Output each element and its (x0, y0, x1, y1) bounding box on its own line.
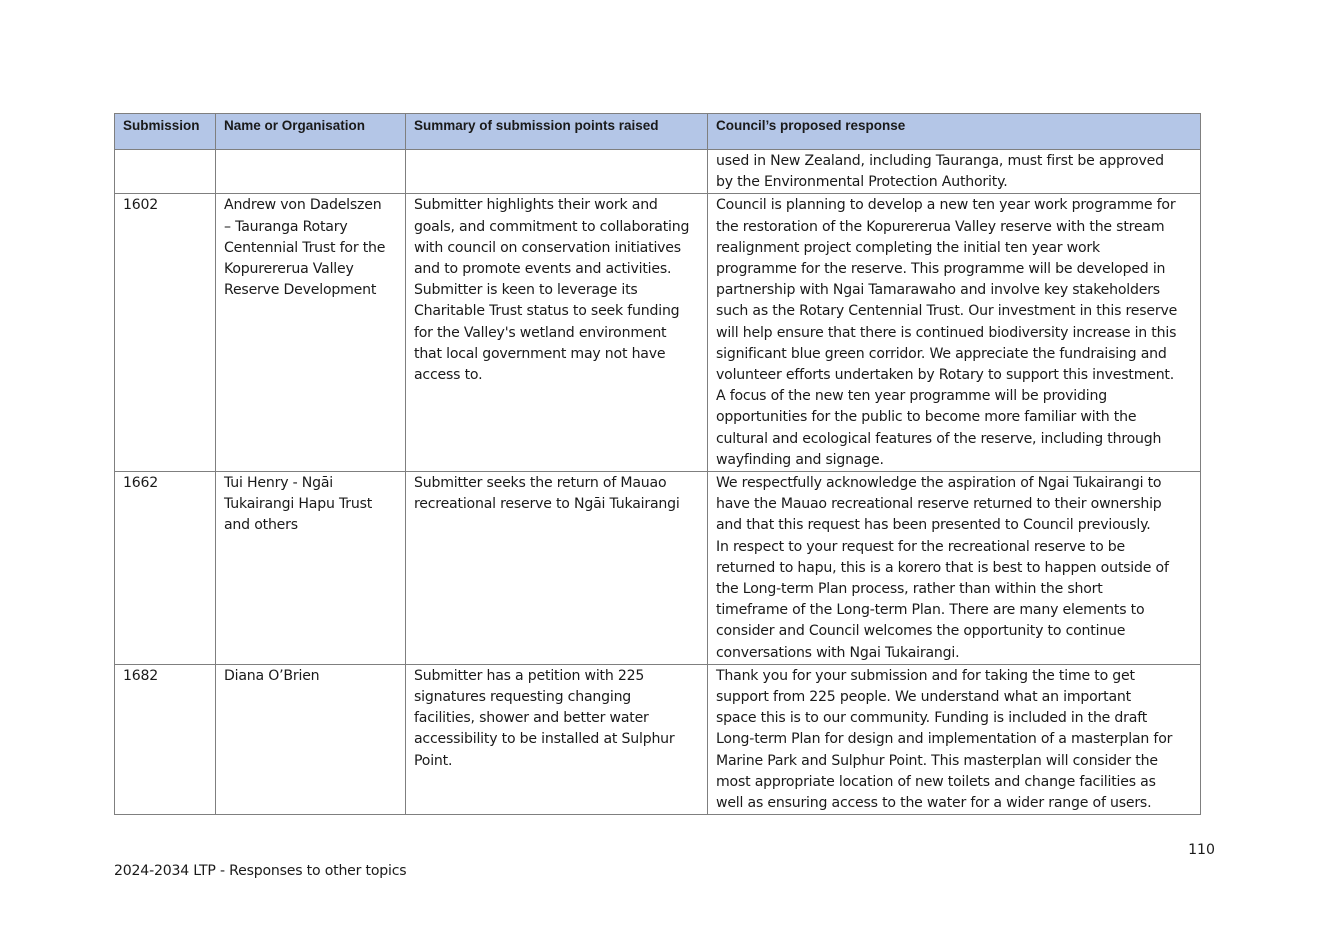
cell-text-line: access to. (414, 367, 483, 384)
cell-text-line: A focus of the new ten year programme will be providing (716, 388, 1107, 405)
header-council-response: Council’s proposed response (708, 114, 1201, 150)
cell-text-line: accessibility to be installed at Sulphur (414, 731, 675, 748)
cell-text-line: opportunities for the public to become more familiar with the (716, 409, 1137, 426)
cell-council-response (708, 664, 1201, 814)
cell-text-line: and others (224, 517, 298, 534)
cell-submission (115, 150, 216, 194)
header-summary: Summary of submission points raised (406, 114, 708, 150)
cell-name-or-organisation (216, 664, 406, 814)
cell-name-or-organisation (216, 194, 406, 472)
cell-text-line: consider and Council welcomes the opportunity to continue (716, 623, 1126, 640)
cell-text-line: facilities, shower and better water (414, 710, 649, 727)
cell-text-line: have the Mauao recreational reserve returned to their ownership (716, 496, 1162, 513)
cell-text-line: Reserve Development (224, 282, 377, 299)
cell-text-line: and to promote events and activities. (414, 261, 672, 278)
cell-text-line: Tui Henry - Ngāi (224, 475, 334, 492)
cell-text-line: partnership with Ngai Tamarawaho and involve key stakeholders (716, 282, 1160, 299)
table-row (115, 472, 1201, 665)
cell-text-line: Tukairangi Hapu Trust (224, 496, 373, 513)
cell-text-line: the Long-term Plan process, rather than within the short (716, 581, 1103, 598)
table-row (115, 150, 1201, 194)
cell-text-line: Council is planning to develop a new ten year work programme for (716, 197, 1176, 214)
cell-summary (406, 472, 708, 665)
cell-submission: 1662 (115, 472, 216, 665)
cell-text-line: will help ensure that there is continued biodiversity increase in this (716, 324, 1177, 341)
cell-text-line: Thank you for your submission and for taking the time to get (716, 667, 1135, 684)
cell-text-line: for the Valley's wetland environment (414, 324, 667, 341)
cell-council-response (708, 194, 1201, 472)
cell-text-line: Charitable Trust status to seek funding (414, 303, 680, 320)
cell-text-line: Diana O’Brien (224, 667, 320, 684)
cell-text-line: well as ensuring access to the water for a wider range of users. (716, 795, 1152, 812)
footer-document-title: 2024-2034 LTP - Responses to other topics (114, 863, 407, 879)
cell-text-line: Point. (414, 752, 453, 769)
cell-text-line: Long-term Plan for design and implementation of a masterplan for (716, 731, 1173, 748)
table-header-row (115, 114, 1201, 150)
cell-text-line: – Tauranga Rotary (224, 218, 348, 235)
cell-text-line: We respectfully acknowledge the aspiration of Ngai Tukairangi to (716, 475, 1162, 492)
cell-text-line: programme for the reserve. This programme will be developed in (716, 261, 1166, 278)
submissions-table (114, 113, 1201, 815)
cell-text-line: goals, and commitment to collaborating (414, 218, 690, 235)
cell-text-line: significant blue green corridor. We appreciate the fundraising and (716, 345, 1167, 362)
cell-text-line: conversations with Ngai Tukairangi. (716, 644, 960, 661)
cell-text-line: Kopurererua Valley (224, 261, 354, 278)
cell-text-line: support from 225 people. We understand what an important (716, 689, 1131, 706)
cell-text-line: Centennial Trust for the (224, 239, 386, 256)
cell-text-line: recreational reserve to Ngāi Tukairangi (414, 496, 680, 513)
cell-text-line: signatures requesting changing (414, 689, 632, 706)
cell-text-line: that local government may not have (414, 345, 666, 362)
table-row (115, 194, 1201, 472)
table-body (115, 150, 1201, 815)
cell-council-response (708, 472, 1201, 665)
cell-text-line: by the Environmental Protection Authority. (716, 174, 1008, 191)
cell-text-line: Submitter seeks the return of Mauao (414, 475, 667, 492)
header-submission: Submission (115, 114, 216, 150)
cell-text-line: In respect to your request for the recreational reserve to be (716, 538, 1125, 555)
cell-summary (406, 194, 708, 472)
cell-text-line: the restoration of the Kopurererua Valley reserve with the stream (716, 218, 1165, 235)
cell-text-line: timeframe of the Long-term Plan. There are many elements to (716, 602, 1145, 619)
page-number: 110 (1188, 842, 1215, 858)
cell-text-line: wayfinding and signage. (716, 451, 884, 468)
cell-text-line: such as the Rotary Centennial Trust. Our investment in this reserve (716, 303, 1178, 320)
cell-text-line: and that this request has been presented to Council previously. (716, 517, 1151, 534)
table-row (115, 664, 1201, 814)
cell-text-line: Marine Park and Sulphur Point. This masterplan will consider the (716, 752, 1158, 769)
cell-text-line: most appropriate location of new toilets and change facilities as (716, 773, 1156, 790)
cell-name-or-organisation (216, 472, 406, 665)
cell-text-line: space this is to our community. Funding is included in the draft (716, 710, 1148, 727)
cell-summary (406, 150, 708, 194)
cell-text-line: volunteer efforts undertaken by Rotary to support this investment. (716, 367, 1175, 384)
cell-text-line: Submitter has a petition with 225 (414, 667, 645, 684)
cell-name-or-organisation (216, 150, 406, 194)
cell-text-line: cultural and ecological features of the reserve, including through (716, 430, 1162, 447)
cell-text-line: with council on conservation initiatives (414, 239, 681, 256)
header-name-or-organisation: Name or Organisation (216, 114, 406, 150)
cell-text-line: Submitter is keen to leverage its (414, 282, 638, 299)
cell-text-line: returned to hapu, this is a korero that is best to happen outside of (716, 559, 1169, 576)
cell-submission: 1682 (115, 664, 216, 814)
cell-submission: 1602 (115, 194, 216, 472)
cell-text-line: Andrew von Dadelszen (224, 197, 382, 214)
cell-text-line: Submitter highlights their work and (414, 197, 658, 214)
cell-summary (406, 664, 708, 814)
cell-council-response (708, 150, 1201, 194)
cell-text-line: realignment project completing the initial ten year work (716, 239, 1100, 256)
cell-text-line: used in New Zealand, including Tauranga, must first be approved (716, 153, 1164, 169)
